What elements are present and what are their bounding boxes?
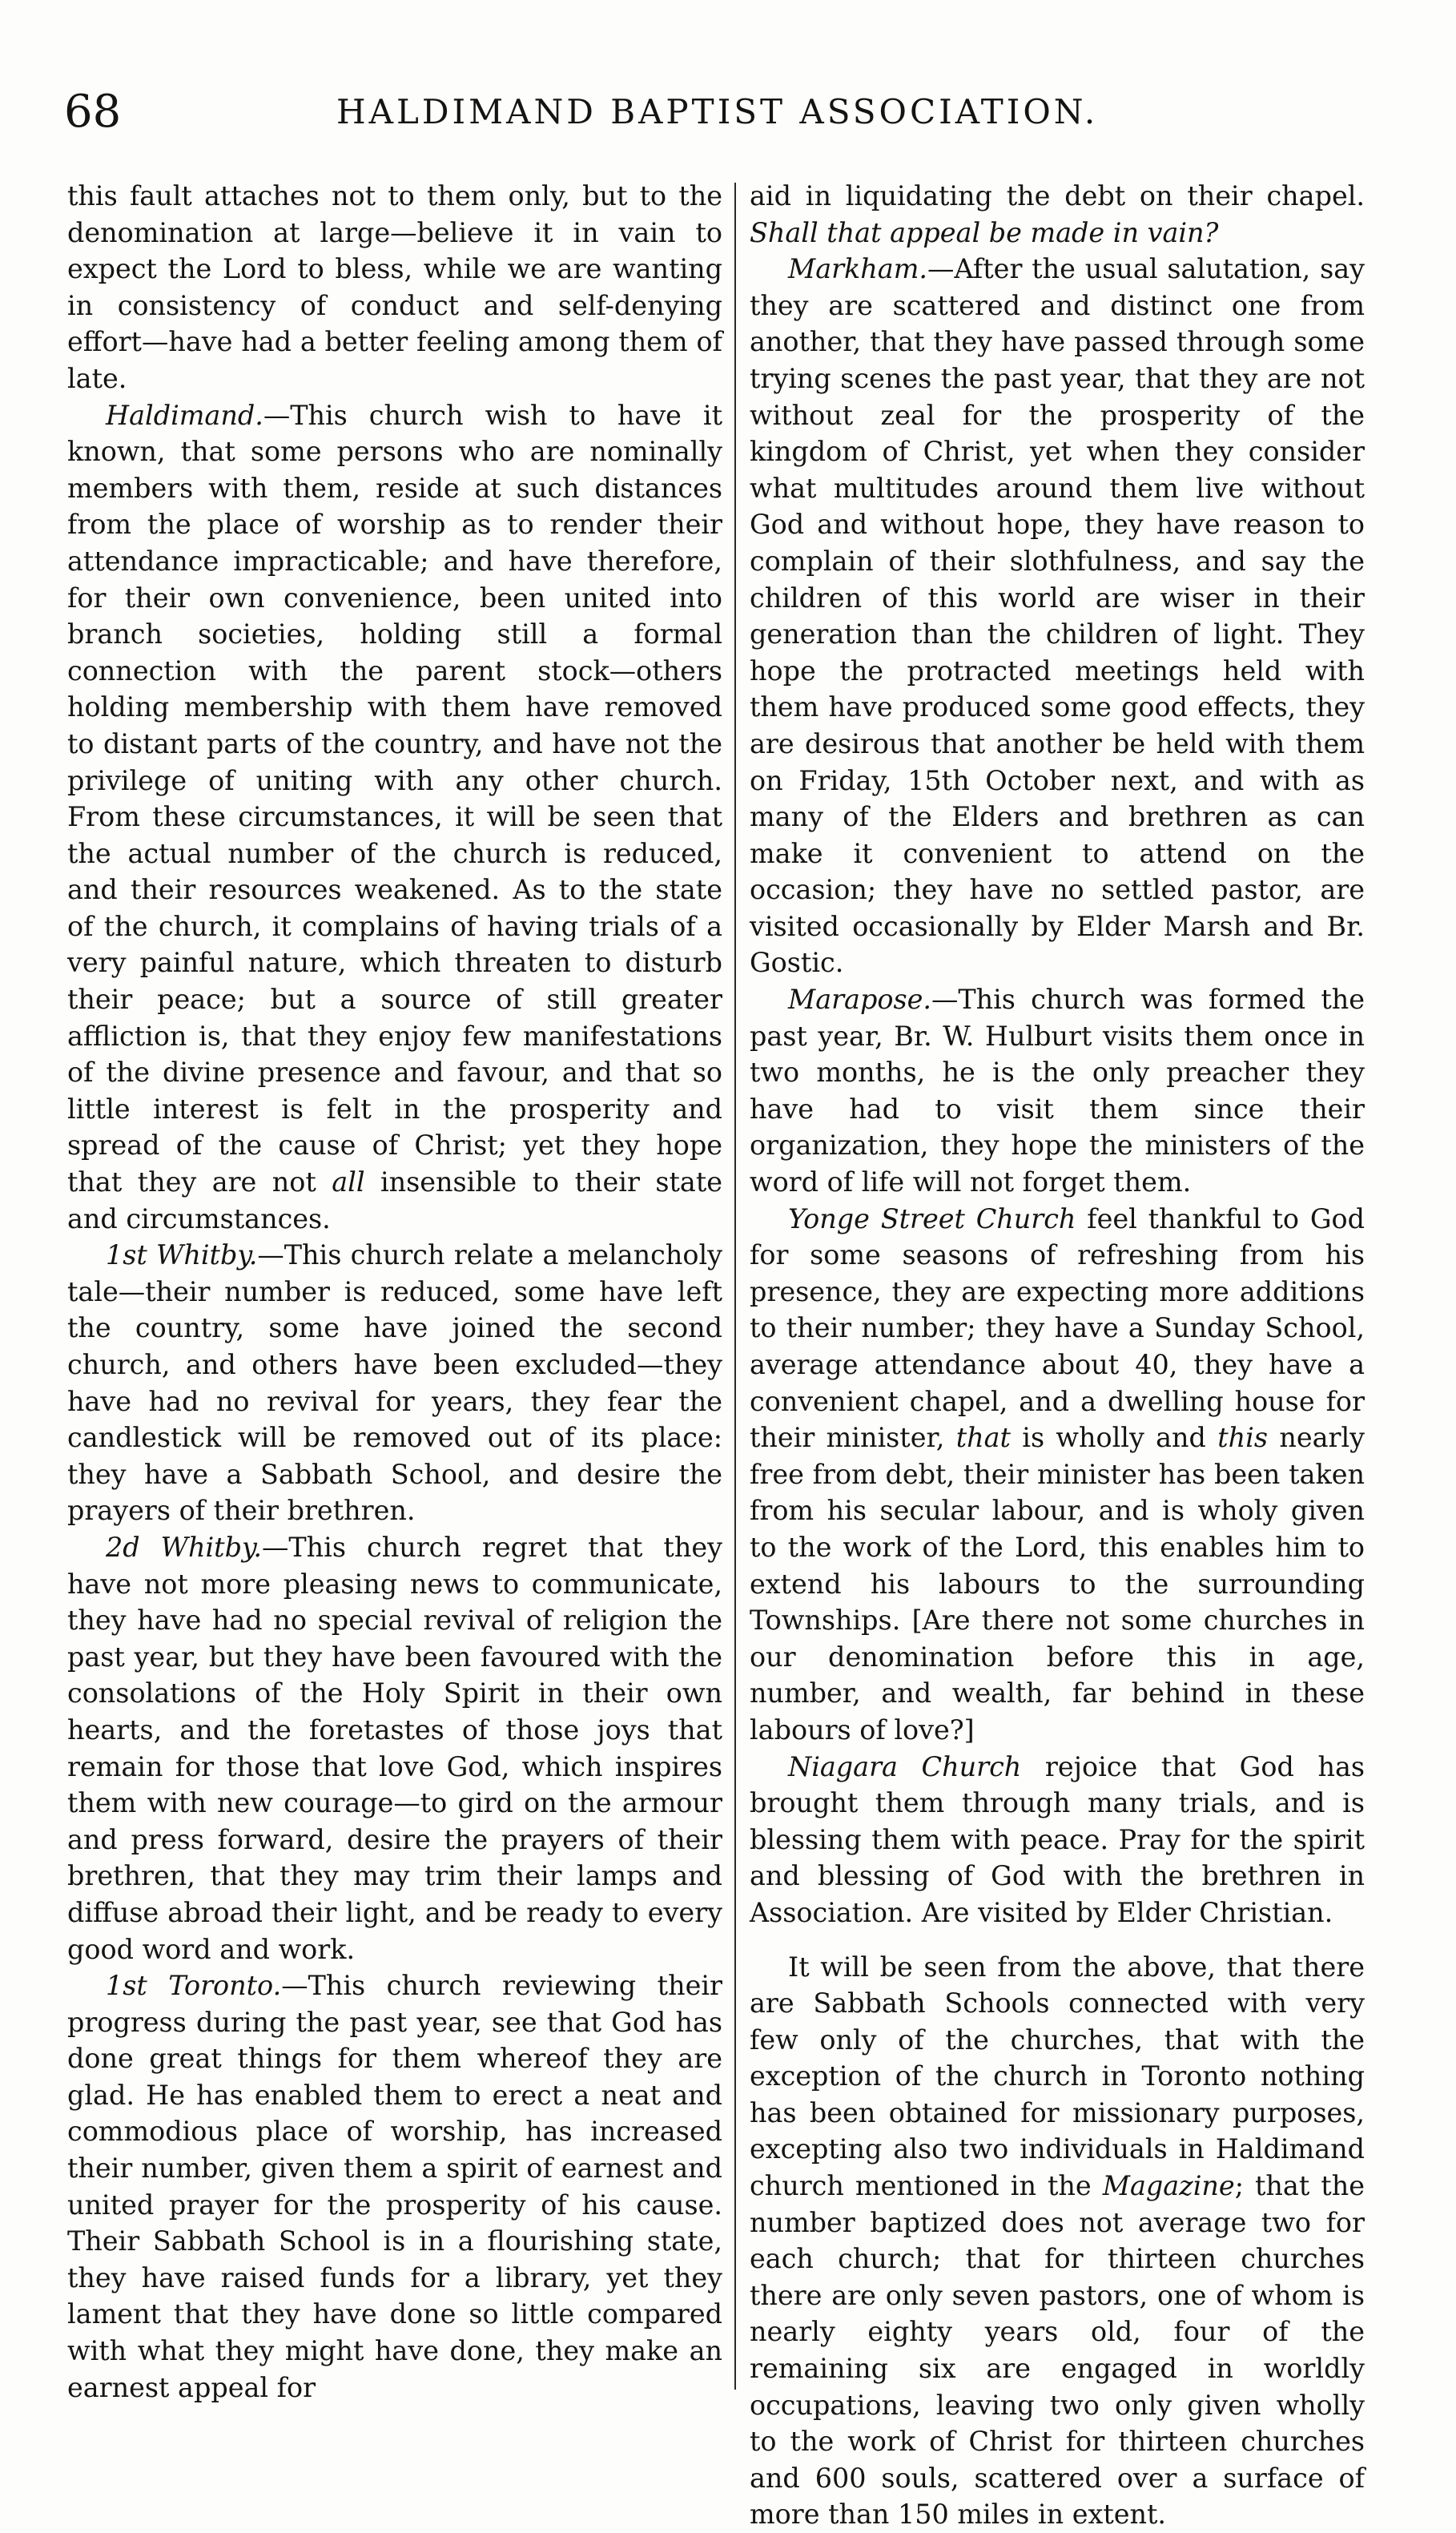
paragraph-continued: this fault attaches not to them only, but to the denomination at large—believe it in vain to expect the Lord to bless, while we are wanting in consistency of conduct and self-denying effort—have had a better feeling among them of late.: [67, 178, 722, 397]
church-name-haldimand: Haldimand.: [106, 400, 263, 431]
church-name-yonge-street: Yonge Street Church: [788, 1203, 1076, 1234]
paragraph-first-whitby: 1st Whitby.—This church relate a melancholy tale—their number is reduced, some have left the country, some have joined the second church, and others have been excluded—they have had no revival for years, they fear the candlestick will be removed out of its place: they have a Sabbath School, and desire the prayers of their brethren.: [67, 1237, 722, 1529]
magazine-title: Magazine: [1103, 2170, 1235, 2201]
church-name-first-toronto: 1st Toronto.: [106, 1970, 281, 2001]
emphasis-that: that: [956, 1422, 1011, 1453]
church-name-niagara: Niagara Church: [788, 1751, 1021, 1782]
paragraph-second-whitby: 2d Whitby.—This church regret that they have not more pleasing news to communicate, they have had no special revival of religion the past year, but they have been favoured with the consolations of the Holy Spirit in their own hearts, and the foretastes of those joys that remain for those that love God, which inspires them with new courage—to gird on the armour and press forward, desire the prayers of their brethren, that they may trim their lamps and diffuse abroad their light, and be ready to every good word and work.: [67, 1529, 722, 1967]
column-divider: [734, 183, 736, 2390]
paragraph-niagara: Niagara Church rejoice that God has brought them through many trials, and is blessing them with peace. Pray for the spirit and blessing of God with the brethren in Association. Are visited by Elder Christian.: [750, 1749, 1365, 1931]
page-header: [64, 80, 1394, 144]
appeal-question: Shall that appeal be made in vain?: [750, 217, 1218, 248]
paragraph-continued-right: aid in liquidating the debt on their chapel. Shall that appeal be made in vain?: [750, 178, 1365, 251]
church-name-markham: Markham.: [788, 253, 927, 284]
church-name-second-whitby: 2d Whitby.: [106, 1532, 262, 1563]
paragraph-summary: It will be seen from the above, that there are Sabbath Schools connected with very few only of the churches, that with the exception of the church in Toronto nothing has been obtained for missionary purposes, excepting also two individuals in Haldimand church mentioned in the Magazine; that the number baptized does not average two for each church; that for thirteen churches there are only seven pastors, one of whom is nearly eighty years old, four of the remaining six are engaged in worldly occupations, leaving two only given wholly to the work of Christ for thirteen churches and 600 souls, scattered over a surface of more than 150 miles in extent.: [750, 1949, 1365, 2533]
paragraph-first-toronto: 1st Toronto.—This church reviewing their progress during the past year, see that God has done great things for them whereof they are glad. He has enabled them to erect a neat and commodious place of worship, has increased their number, given them a spirit of earnest and united prayer for the prosperity of his cause. Their Sabbath School is in a flourishing state, they have raised funds for a library, yet they lament that they have done so little compared with what they might have done, they make an earnest appeal for: [67, 1967, 722, 2406]
paragraph-markham: Markham.—After the usual salutation, say they are scattered and distinct one from another, that they have passed through some trying scenes the past year, that they are not without zeal for the prosperity of the kingdom of Christ, yet when they consider what multitudes around them live without God and without hope, they have reason to complain of their slothfulness, and say the children of this world are wiser in their generation than the children of light. They hope the protracted meetings held with them have produced some good effects, they are desirous that another be held with them on Friday, 15th October next, and with as many of the Elders and brethren as can make it convenient to attend on the occasion; they have no settled pastor, are visited occasionally by Elder Marsh and Br. Gostic.: [750, 251, 1365, 981]
left-column: [67, 178, 722, 2413]
right-column: [750, 178, 1365, 2413]
paragraph-marapose: Marapose.—This church was formed the past year, Br. W. Hulburt visits them once in two months, he is the only preacher they have had to visit them since their organization, they hope the ministers of the word of life will not forget them.: [750, 981, 1365, 1201]
emphasis-all: all: [332, 1166, 364, 1198]
church-name-first-whitby: 1st Whitby.: [106, 1239, 257, 1271]
paragraph-haldimand: Haldimand.—This church wish to have it known, that some persons who are nominally members with them, reside at such distances from the place of worship as to render their attendance impracticable; and have therefore, for their own convenience, been united into branch societies, holding still a formal connection with the parent stock—others holding membership with them have removed to distant parts of the country, and have not the privilege of uniting with any other church. From these circumstances, it will be seen that the actual number of the church is reduced, and their resources weakened. As to the state of the church, it complains of having trials of a very painful nature, which threaten to disturb their peace; but a source of still greater affliction is, that they enjoy few manifestations of the divine presence and favour, and that so little interest is felt in the prosperity and spread of the cause of Christ; yet they hope that they are not all insensible to their state and circumstances.: [67, 397, 722, 1238]
running-title: HALDIMAND BAPTIST ASSOCIATION.: [336, 80, 1098, 144]
church-name-marapose: Marapose.: [788, 984, 931, 1015]
paragraph-yonge-street: Yonge Street Church feel thankful to God for some seasons of refreshing from his presence, they are expecting more additions to their number; they have a Sunday School, average attendance about 40, they have a convenient chapel, and a dwelling house for their minister, that is wholly and this nearly free from debt, their minister has been taken from his secular labour, and is wholy given to the work of the Lord, this enables him to extend his labours to the surrounding Townships. [Are there not some churches in our denomination before this in age, number, and wealth, far behind in these labours of love?]: [750, 1201, 1365, 1749]
page-number: 68: [64, 80, 121, 144]
emphasis-this: this: [1217, 1422, 1268, 1453]
